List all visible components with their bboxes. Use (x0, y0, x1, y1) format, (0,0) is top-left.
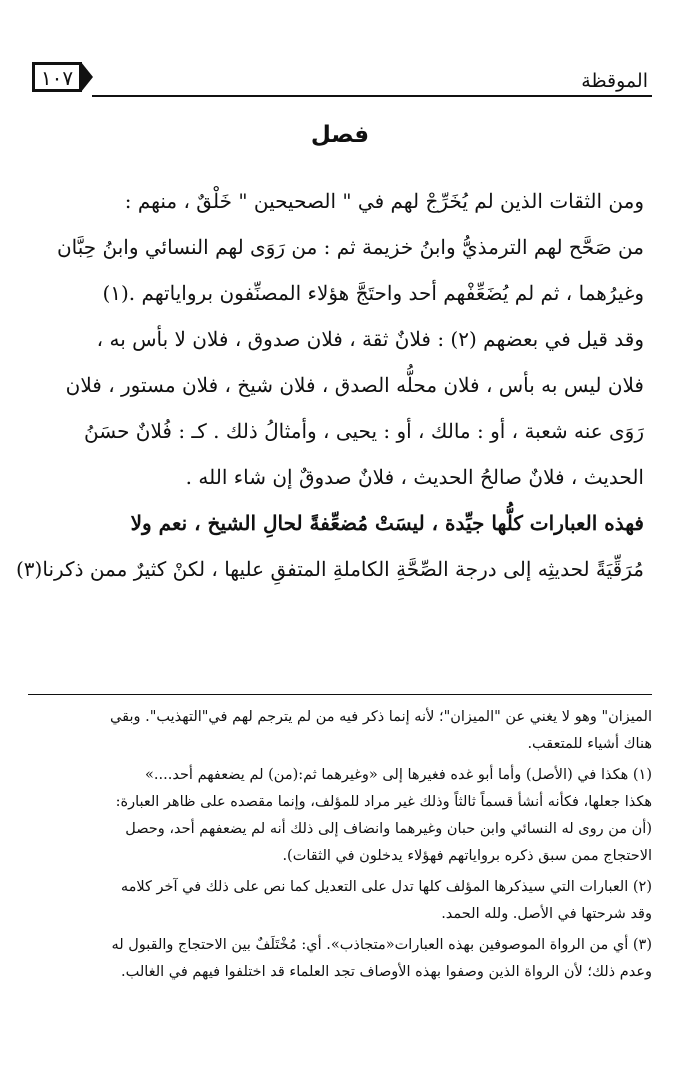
main-text-line: فهذه العبارات كلُّها جيِّدة ، ليسَتْ مُضعِّفةً لحالِ الشيخ ، نعم ولا (130, 511, 644, 535)
footnote-line: (أن من روى له النسائي وابن حبان وغيرهما وانضاف إلى ذلك أنه لم يضعفهم أحد، وحصل (125, 821, 652, 837)
footnote-line: الاحتجاج ممن سبق ذكره برواياتهم فهؤلاء يدخلون في الثقات). (282, 848, 652, 864)
main-text-line: وقد قيل في بعضهم (٢) : فلانٌ ثقة ، فلان صدوق ، فلان لا بأس به ، (96, 327, 644, 351)
main-text (15, 178, 644, 592)
footnotes (28, 704, 652, 986)
main-text-line: مُرَقِّيَةً لحديثِه إلى درجة الصِّحَّةِ الكاملةِ المتفقِ عليها ، لكنْ كثيرٌ ممن ذكرنا(٣) (15, 557, 644, 581)
main-text-line: وغيرُهما ، ثم لم يُضَعِّفْهم أحد واحتَجَّ هؤلاء المصنِّفون برواياتهم .(١) (102, 281, 644, 305)
main-text-line: ومن الثقات الذين لم يُخَرِّجْ لهم في " الصحيحين " خَلْقٌ ، منهم : (124, 189, 644, 213)
main-text-line: رَوَى عنه شعبة ، أو : مالك ، أو : يحيى ، وأمثالُ ذلك . كـ : فُلانٌ حسَنُ (84, 419, 644, 443)
footnote-line: الميزان" وهو لا يغني عن "الميزان"؛ لأنه إنما ذكر فيه من لم يترجم لهم في"التهذيب". وبقي (110, 709, 652, 725)
footnote-line: (٢) العبارات التي سيذكرها المؤلف كلها تدل على التعديل كما نص على ذلك في آخر كلامه (120, 879, 652, 895)
footnote-line: وعدم ذلك؛ لأن الرواة الذين وصفوا بهذه الأوصاف تجد العلماء قد اختلفوا فيهم في الغالب. (121, 964, 652, 980)
section-heading: فصل (310, 122, 370, 148)
footnote-line: وقد شرحتها في الأصل. ولله الحمد. (441, 906, 652, 922)
page-number: ١٠٧ (40, 66, 74, 90)
footnote-line: (٣) أي من الرواة الموصوفين بهذه العبارات«متجاذب». أي: مُخْتَلَفٌ بين الاحتجاج والقبول له (111, 937, 652, 953)
running-title: الموقظة (581, 70, 648, 92)
footnote-separator (28, 694, 652, 695)
header-rule (92, 95, 652, 97)
page-number-badge (32, 62, 82, 92)
footnote-line: هكذا جعلها، فكأنه أنشأ قسماً ثالثاً وذلك غير مراد للمؤلف، وإنما مقصده على ظاهر العبارة: (115, 794, 652, 810)
main-text-line: فلان ليس به بأس ، فلان محلُّه الصدق ، فلان شيخ ، فلان مستور ، فلان (65, 373, 644, 397)
main-text-line: من صَحَّح لهم الترمذيُّ وابنُ خزيمة ثم : من رَوَى لهم النسائي وابنُ حِبَّان (56, 235, 644, 259)
page-header (32, 58, 652, 98)
main-text-line: الحديث ، فلانٌ صالحُ الحديث ، فلانٌ صدوقٌ إن شاء الله . (185, 465, 644, 489)
footnote-line: (١) هكذا في (الأصل) وأما أبو غده فغيرها إلى «وغيرهما ثم:(من) لم يضعفهم أحد....» (145, 767, 652, 783)
footnote-line: هناك أشياء للمتعقب. (527, 736, 652, 752)
